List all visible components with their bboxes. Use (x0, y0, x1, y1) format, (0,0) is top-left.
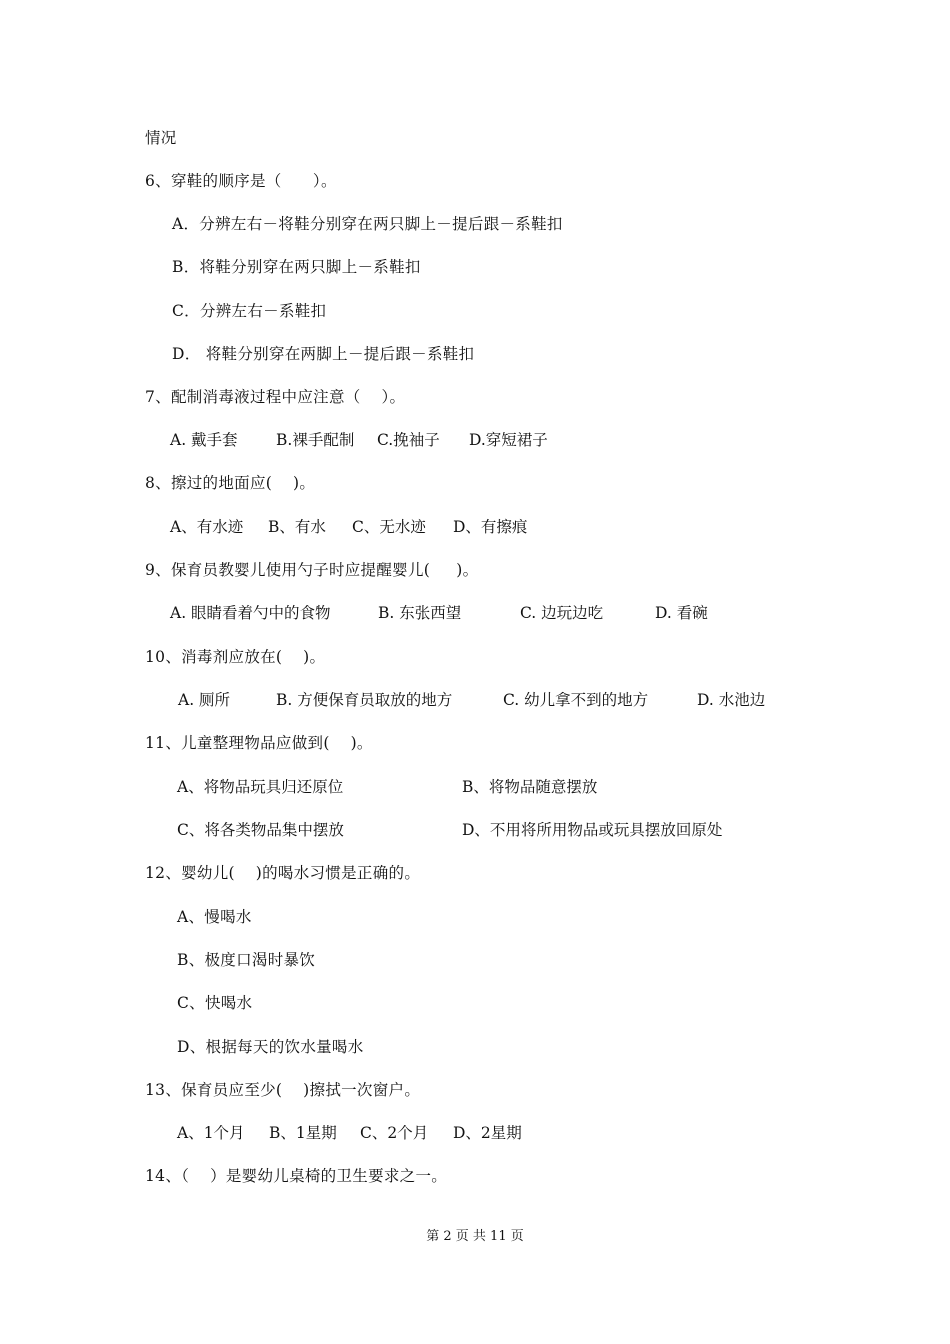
page-footer: 第 2 页 共 11 页 (426, 1229, 524, 1244)
question-12-option-a: A、慢喝水 (177, 908, 252, 926)
question-6-option-b: B．将鞋分别穿在两只脚上－系鞋扣 (172, 258, 421, 276)
question-7-option-d: D.穿短裙子 (469, 431, 548, 449)
question-11-option-c: C、将各类物品集中摆放 (177, 821, 344, 839)
question-6-option-d: D． 将鞋分别穿在两脚上－提后跟－系鞋扣 (172, 345, 475, 363)
question-12-option-d: D、根据每天的饮水量喝水 (177, 1038, 364, 1056)
question-13-option-b: B、1星期 (269, 1124, 337, 1142)
question-8-stem: 8、擦过的地面应( )。 (145, 474, 316, 492)
question-13-option-c: C、2个月 (360, 1124, 429, 1142)
question-8-option-d: D、有擦痕 (453, 518, 528, 536)
question-6-option-a: A．分辨左右－将鞋分别穿在两只脚上－提后跟－系鞋扣 (172, 215, 563, 233)
question-6-stem: 6、穿鞋的顺序是（ ）。 (145, 172, 337, 190)
question-13-option-a: A、1个月 (177, 1124, 245, 1142)
question-11-option-b: B、将物品随意摆放 (462, 778, 598, 796)
question-11-option-a: A、将物品玩具归还原位 (177, 778, 344, 796)
question-7-option-b: B.裸手配制 (276, 431, 355, 449)
question-10-option-c: C. 幼儿拿不到的地方 (503, 691, 649, 709)
question-9-option-b: B. 东张西望 (378, 604, 462, 622)
question-10-option-b: B. 方便保育员取放的地方 (276, 691, 453, 709)
question-8-option-b: B、有水 (268, 518, 326, 536)
question-11-stem: 11、儿童整理物品应做到( )。 (145, 734, 373, 752)
continuation-text: 情况 (145, 129, 177, 147)
question-8-option-a: A、有水迹 (170, 518, 244, 536)
question-11-option-d: D、不用将所用物品或玩具摆放回原处 (462, 821, 723, 839)
question-10-option-a: A. 厕所 (178, 691, 231, 709)
question-12-option-c: C、快喝水 (177, 994, 253, 1012)
question-9-option-a: A. 眼睛看着勺中的食物 (170, 604, 331, 622)
question-14-stem: 14、（ ）是婴幼儿桌椅的卫生要求之一。 (145, 1167, 448, 1185)
question-8-option-c: C、无水迹 (352, 518, 426, 536)
question-9-stem: 9、保育员教婴儿使用勺子时应提醒婴儿( )。 (145, 561, 479, 579)
question-13-stem: 13、保育员应至少( )擦拭一次窗户。 (145, 1081, 421, 1099)
question-12-option-b: B、极度口渴时暴饮 (177, 951, 316, 969)
question-7-option-a: A. 戴手套 (170, 431, 238, 449)
question-7-option-c: C.挽袖子 (377, 431, 440, 449)
question-13-option-d: D、2星期 (453, 1124, 522, 1142)
question-12-stem: 12、婴幼儿( )的喝水习惯是正确的。 (145, 864, 421, 882)
question-9-option-d: D. 看碗 (655, 604, 708, 622)
question-7-stem: 7、配制消毒液过程中应注意（ ）。 (145, 388, 406, 406)
question-10-stem: 10、消毒剂应放在( )。 (145, 648, 326, 666)
question-10-option-d: D. 水池边 (697, 691, 766, 709)
question-9-option-c: C. 边玩边吃 (520, 604, 604, 622)
question-6-option-c: C．分辨左右－系鞋扣 (172, 302, 327, 320)
